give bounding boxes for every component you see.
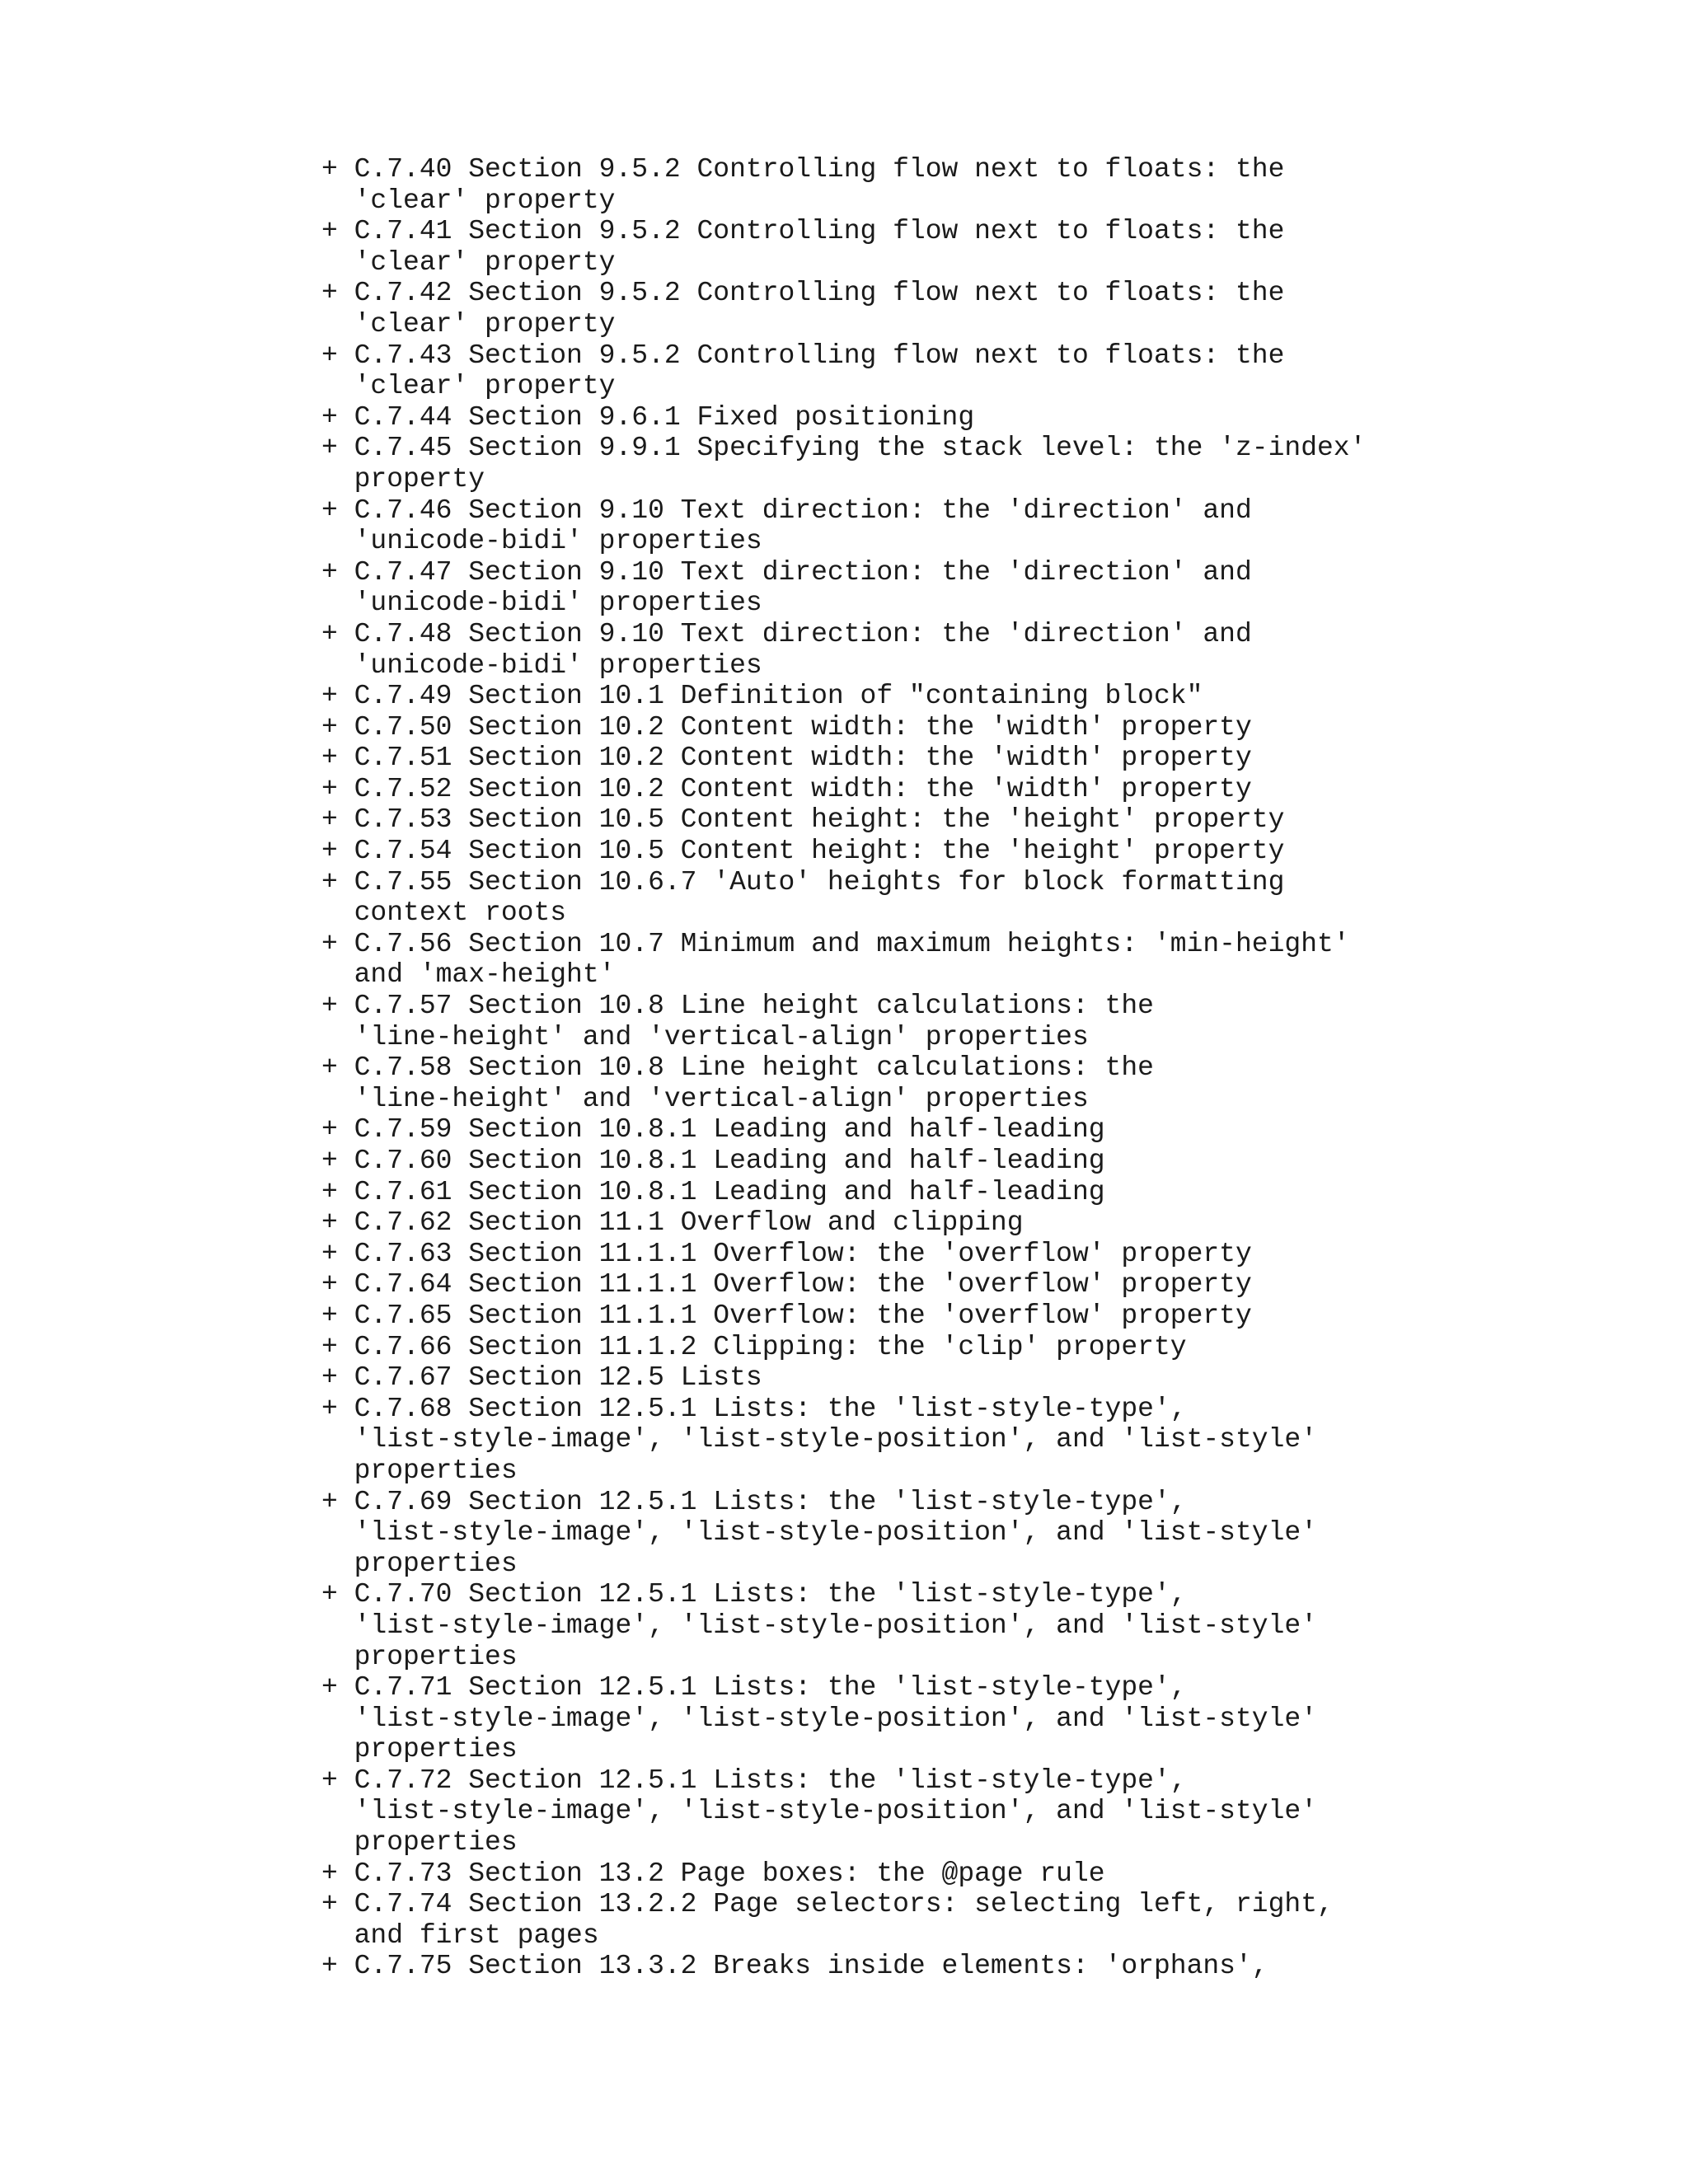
toc-entry[interactable] — [321, 557, 1607, 619]
toc-entry[interactable] — [321, 340, 1607, 402]
toc-entry[interactable] — [321, 1672, 1607, 1765]
toc-entry[interactable] — [321, 495, 1607, 557]
toc-entry-continuation: 'list-style-image', 'list-style-position', and 'list-style' — [354, 1517, 1317, 1549]
toc-entry-title: + C.7.44 Section 9.6.1 Fixed positioning — [321, 402, 1607, 434]
toc-entry-title: + C.7.64 Section 11.1.1 Overflow: the 'overflow' property — [321, 1269, 1607, 1301]
toc-entry-title: + C.7.74 Section 13.2.2 Page selectors: selecting left, right, — [321, 1889, 1607, 1920]
toc-entry-continuation: 'clear' property — [354, 308, 616, 340]
toc-entry[interactable] — [321, 1177, 1607, 1208]
table-of-contents-list — [321, 154, 1607, 1982]
toc-entry-continuation: 'list-style-image', 'list-style-position', and 'list-style' — [354, 1610, 1317, 1641]
toc-entry-title: + C.7.54 Section 10.5 Content height: the 'height' property — [321, 836, 1607, 867]
toc-entry-title: + C.7.50 Section 10.2 Content width: the 'width' property — [321, 712, 1607, 743]
toc-entry-continuation: properties — [354, 1827, 518, 1858]
toc-entry-continuation: 'unicode-bidi' properties — [354, 649, 762, 681]
toc-entry[interactable] — [321, 1765, 1607, 1858]
toc-entry-continuation: 'clear' property — [354, 246, 616, 278]
toc-entry-title: + C.7.60 Section 10.8.1 Leading and half-leading — [321, 1146, 1607, 1177]
toc-entry-title: + C.7.53 Section 10.5 Content height: the 'height' property — [321, 804, 1607, 836]
toc-entry[interactable] — [321, 154, 1607, 216]
toc-entry[interactable] — [321, 1239, 1607, 1270]
toc-entry-continuation: 'line-height' and 'vertical-align' properties — [354, 1083, 1089, 1114]
toc-entry[interactable] — [321, 1394, 1607, 1487]
toc-entry[interactable] — [321, 1579, 1607, 1672]
toc-entry-title: + C.7.42 Section 9.5.2 Controlling flow next to floats: the — [321, 278, 1607, 309]
toc-entry-continuation: property — [354, 463, 485, 494]
toc-entry[interactable] — [321, 1858, 1607, 1890]
toc-entry-continuation: 'list-style-image', 'list-style-position', and 'list-style' — [354, 1796, 1317, 1827]
toc-entry-title: + C.7.73 Section 13.2 Page boxes: the @page rule — [321, 1858, 1607, 1890]
toc-entry-title: + C.7.62 Section 11.1 Overflow and clipping — [321, 1207, 1607, 1239]
toc-entry-title: + C.7.68 Section 12.5.1 Lists: the 'list-style-type', — [321, 1394, 1607, 1425]
toc-entry[interactable] — [321, 216, 1607, 278]
toc-entry-continuation: 'list-style-image', 'list-style-position', and 'list-style' — [354, 1424, 1317, 1455]
toc-entry-continuation: 'unicode-bidi' properties — [354, 588, 762, 619]
toc-entry-title: + C.7.75 Section 13.3.2 Breaks inside elements: 'orphans', — [321, 1951, 1607, 1982]
toc-entry[interactable] — [321, 1114, 1607, 1146]
toc-entry-title: + C.7.41 Section 9.5.2 Controlling flow next to floats: the — [321, 216, 1607, 247]
toc-entry[interactable] — [321, 1146, 1607, 1177]
toc-entry-title: + C.7.40 Section 9.5.2 Controlling flow next to floats: the — [321, 154, 1607, 185]
toc-entry-title: + C.7.46 Section 9.10 Text direction: the 'direction' and — [321, 495, 1607, 527]
toc-entry[interactable] — [321, 836, 1607, 867]
toc-entry-title: + C.7.65 Section 11.1.1 Overflow: the 'overflow' property — [321, 1301, 1607, 1332]
toc-entry-continuation: 'list-style-image', 'list-style-position', and 'list-style' — [354, 1703, 1317, 1734]
toc-entry-continuation: 'unicode-bidi' properties — [354, 526, 762, 557]
toc-entry[interactable] — [321, 1301, 1607, 1332]
toc-entry[interactable] — [321, 278, 1607, 340]
toc-entry-title: + C.7.69 Section 12.5.1 Lists: the 'list-style-type', — [321, 1487, 1607, 1518]
toc-entry[interactable] — [321, 681, 1607, 712]
toc-entry-continuation: properties — [354, 1455, 518, 1486]
toc-entry-title: + C.7.58 Section 10.8 Line height calculations: the — [321, 1052, 1607, 1084]
toc-entry-continuation: 'clear' property — [354, 185, 616, 216]
toc-entry-title: + C.7.61 Section 10.8.1 Leading and half-leading — [321, 1177, 1607, 1208]
toc-entry[interactable] — [321, 1362, 1607, 1394]
toc-entry-title: + C.7.72 Section 12.5.1 Lists: the 'list-style-type', — [321, 1765, 1607, 1797]
toc-entry-continuation: properties — [354, 1734, 518, 1765]
toc-entry-title: + C.7.57 Section 10.8 Line height calculations: the — [321, 991, 1607, 1022]
toc-entry-continuation: 'line-height' and 'vertical-align' properties — [354, 1021, 1089, 1052]
toc-entry-title: + C.7.70 Section 12.5.1 Lists: the 'list-style-type', — [321, 1579, 1607, 1610]
toc-entry[interactable] — [321, 1951, 1607, 1982]
toc-entry[interactable] — [321, 1487, 1607, 1580]
toc-entry[interactable] — [321, 619, 1607, 681]
toc-entry-continuation: 'clear' property — [354, 371, 616, 402]
toc-entry[interactable] — [321, 1207, 1607, 1239]
toc-entry-title: + C.7.52 Section 10.2 Content width: the 'width' property — [321, 774, 1607, 805]
toc-entry-continuation: and 'max-height' — [354, 959, 616, 991]
toc-entry-title: + C.7.66 Section 11.1.2 Clipping: the 'clip' property — [321, 1332, 1607, 1363]
toc-entry[interactable] — [321, 804, 1607, 836]
toc-entry[interactable] — [321, 991, 1607, 1052]
toc-entry-title: + C.7.71 Section 12.5.1 Lists: the 'list-style-type', — [321, 1672, 1607, 1704]
toc-entry-title: + C.7.43 Section 9.5.2 Controlling flow next to floats: the — [321, 340, 1607, 372]
toc-entry[interactable] — [321, 402, 1607, 434]
toc-entry[interactable] — [321, 774, 1607, 805]
toc-entry[interactable] — [321, 743, 1607, 774]
toc-entry-title: + C.7.56 Section 10.7 Minimum and maximum heights: 'min-height' — [321, 929, 1607, 960]
toc-entry-title: + C.7.59 Section 10.8.1 Leading and half-leading — [321, 1114, 1607, 1146]
toc-entry[interactable] — [321, 867, 1607, 929]
toc-entry[interactable] — [321, 1052, 1607, 1114]
toc-entry-title: + C.7.67 Section 12.5 Lists — [321, 1362, 1607, 1394]
toc-entry[interactable] — [321, 1889, 1607, 1951]
toc-entry-title: + C.7.45 Section 9.9.1 Specifying the stack level: the 'z-index' — [321, 433, 1607, 464]
toc-entry-continuation: properties — [354, 1548, 518, 1579]
toc-entry-title: + C.7.47 Section 9.10 Text direction: the 'direction' and — [321, 557, 1607, 588]
toc-entry-title: + C.7.51 Section 10.2 Content width: the 'width' property — [321, 743, 1607, 774]
toc-entry[interactable] — [321, 433, 1607, 494]
toc-entry[interactable] — [321, 1332, 1607, 1363]
toc-entry-continuation: context roots — [354, 898, 567, 929]
toc-entry[interactable] — [321, 1269, 1607, 1301]
toc-entry-title: + C.7.48 Section 9.10 Text direction: the 'direction' and — [321, 619, 1607, 650]
toc-entry-title: + C.7.63 Section 11.1.1 Overflow: the 'overflow' property — [321, 1239, 1607, 1270]
toc-entry-continuation: and first pages — [354, 1919, 599, 1951]
toc-entry-title: + C.7.55 Section 10.6.7 'Auto' heights for block formatting — [321, 867, 1607, 898]
toc-entry[interactable] — [321, 712, 1607, 743]
toc-entry-continuation: properties — [354, 1641, 518, 1672]
toc-entry-title: + C.7.49 Section 10.1 Definition of "containing block" — [321, 681, 1607, 712]
toc-entry[interactable] — [321, 929, 1607, 991]
